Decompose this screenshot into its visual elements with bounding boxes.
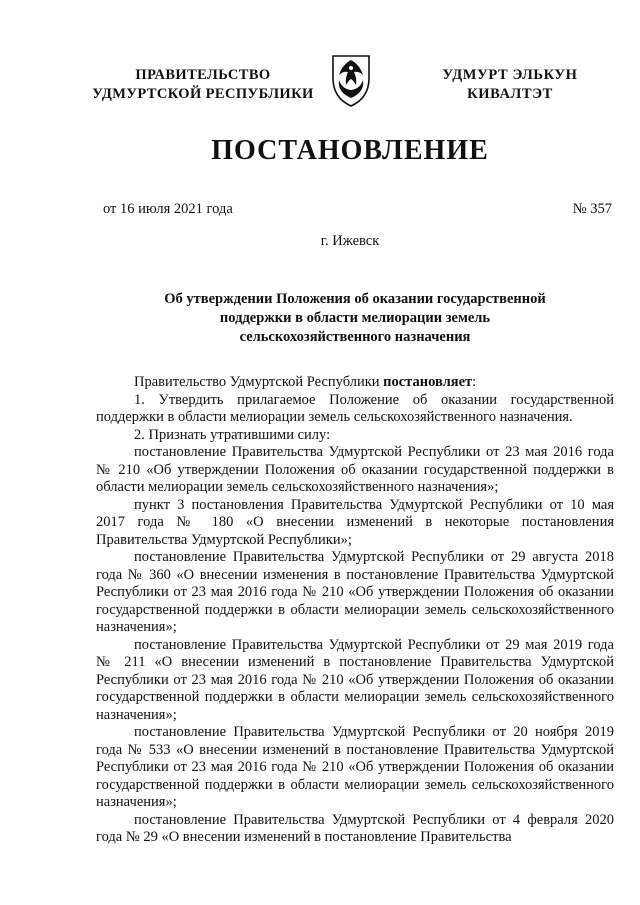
document-title-line3: сельскохозяйственного назначения — [239, 329, 471, 345]
document-body — [96, 374, 614, 847]
intro-paragraph — [96, 374, 614, 392]
document-number: № 357 — [572, 201, 612, 217]
paragraph-3: постановление Правительства Удмуртской Республики от 23 мая 2016 года № 210 «Об утверждении Положения об оказании государственной поддержки в области мелиорации земель сельскохозяйственного назначения»; — [96, 444, 614, 495]
document-title — [100, 290, 610, 347]
udmurt-coat-of-arms-icon — [327, 52, 375, 108]
org-name-russian-line1: ПРАВИТЕЛЬСТВО — [135, 67, 271, 83]
paragraph-7: постановление Правительства Удмуртской Республики от 20 ноября 2019 года № 533 «О внесении изменений в постановление Правительства Удмуртской Республики от 23 мая 2016 года № 210 «Об утверждении Положения об оказании государственной поддержки в области мелиорации земель сельскохозяйственного назначения»; — [96, 724, 614, 810]
intro-text: Правительство Удмуртской Республики — [134, 374, 384, 390]
document-date: от 16 июля 2021 года — [103, 201, 233, 217]
document-title-line2: поддержки в области мелиорации земель — [219, 310, 491, 326]
paragraph-1: 1. Утвердить прилагаемое Положение об оказании государственной поддержки в области мелиорации земель сельскохозяйственного назначения. — [96, 391, 614, 425]
paragraph-2: 2. Признать утратившими силу: — [134, 426, 331, 443]
paragraph-8: постановление Правительства Удмуртской Республики от 4 февраля 2020 года № 29 «О внесении изменений в постановление Правительства — [96, 811, 614, 845]
org-name-russian-line2: УДМУРТСКОЙ РЕСПУБЛИКИ — [92, 86, 314, 102]
paragraph-5: постановление Правительства Удмуртской Республики от 29 августа 2018 года № 360 «О внесении изменения в постановление Правительства Удмуртской Республики от 23 мая 2016 года № 210 «Об утверждении Положения об оказании государственной поддержки в области мелиорации земель сельскохозяйственного назначения»; — [96, 549, 614, 635]
intro-verb: постановляет — [383, 374, 473, 390]
org-name-udmurt — [415, 66, 605, 104]
org-name-udmurt-line2: КИВАЛТЭТ — [467, 86, 553, 102]
document-type-heading: ПОСТАНОВЛЕНИЕ — [211, 135, 489, 166]
paragraph-4: пункт 3 постановления Правительства Удмуртской Республики от 10 мая 2017 года № 180 «О внесении изменений в некоторые постановления Правительства Удмуртской Республики»; — [96, 496, 614, 548]
paragraph-6: постановление Правительства Удмуртской Республики от 29 мая 2019 года № 211 «О внесении изменений в постановление Правительства Удмуртской Республики от 23 мая 2016 года № 210 «Об утверждении Положения об оказании государственной поддержки в области мелиорации земель сельскохозяйственного назначения»; — [96, 636, 614, 723]
document-city: г. Ижевск — [320, 233, 380, 249]
document-title-line1: Об утверждении Положения об оказании государственной — [164, 291, 546, 307]
intro-colon: : — [472, 374, 477, 390]
org-name-russian — [78, 66, 328, 104]
org-name-udmurt-line1: УДМУРТ ЭЛЬКУН — [442, 67, 578, 83]
